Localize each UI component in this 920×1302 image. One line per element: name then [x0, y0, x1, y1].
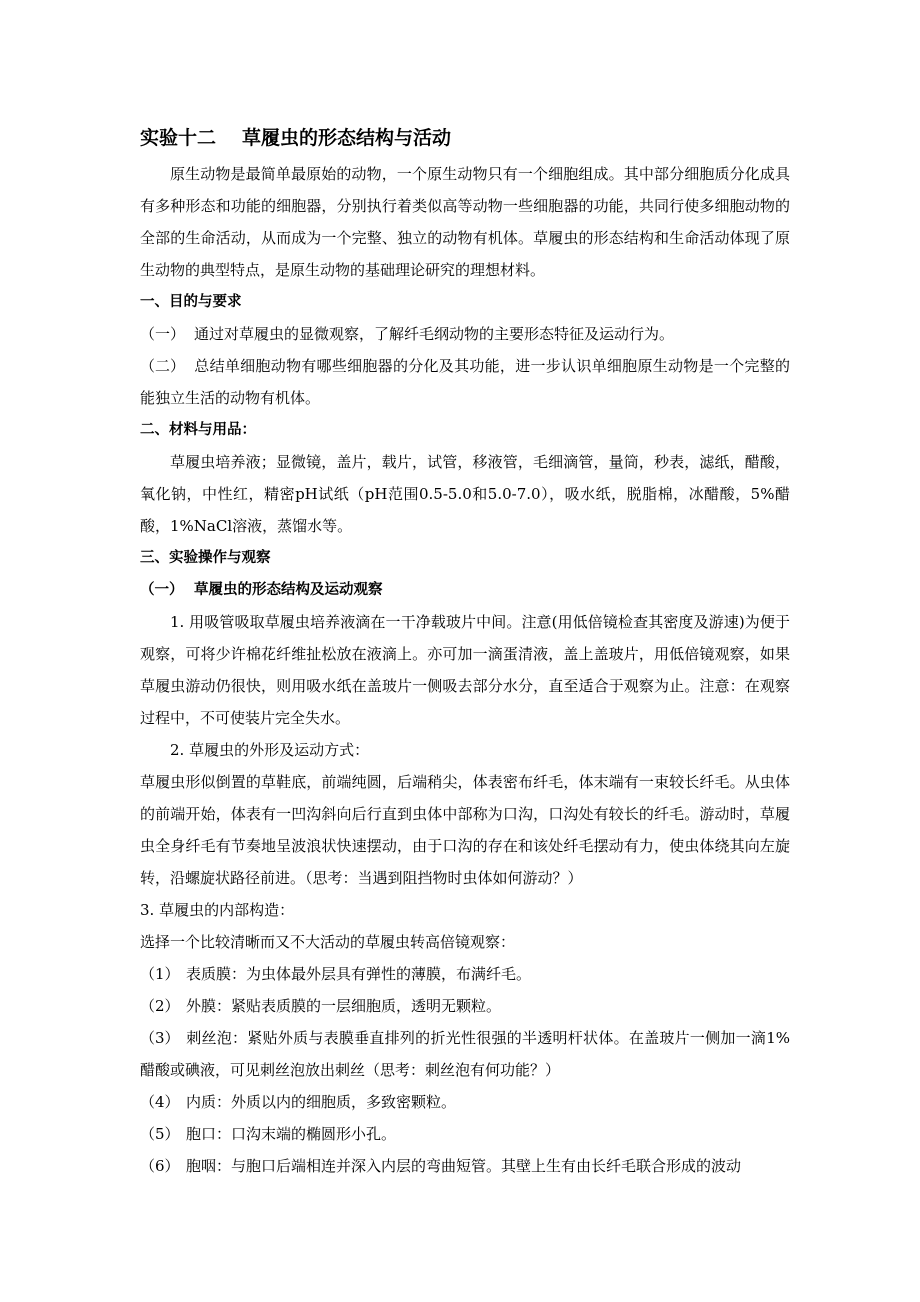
- item-text: 总结单细胞动物有哪些细胞器的分化及其功能，进一步认识单细胞原生动物是一个完整的能独立生活的动物有机体。: [140, 357, 790, 407]
- subsection-tag: （一）: [140, 582, 184, 598]
- item-tag: （1）: [140, 965, 180, 983]
- item-text: 胞口：口沟末端的椭圆形小孔。: [186, 1125, 397, 1143]
- section-heading-procedure: 三、实验操作与观察: [140, 550, 271, 566]
- item-text: 表质膜：为虫体最外层具有弹性的薄膜，布满纤毛。: [186, 965, 532, 983]
- section-heading-objectives: 一、目的与要求: [140, 294, 242, 310]
- subsection-heading: [140, 574, 790, 606]
- step-1-paragraph: 1. 用吸管吸取草履虫培养液滴在一干净载玻片中间。注意(用低倍镜检查其密度及游速)为便于观察，可将少许棉花纤维扯松放在液滴上。亦可加一滴蛋清液，盖上盖玻片，用低倍镜观察，如果草履虫游动仍很快，则用吸水纸在盖玻片一侧吸去部分水分，直至适合于观察为止。注意：在观察过程中，不可使装片完全失水。: [140, 613, 790, 727]
- structure-item: [140, 1022, 790, 1086]
- structure-item: [140, 1118, 790, 1150]
- item-text: 外膜：紧贴表质膜的一层细胞质，透明无颗粒。: [186, 997, 502, 1015]
- item-tag: （5）: [140, 1125, 180, 1143]
- item-tag: （2）: [140, 997, 180, 1015]
- document-page: [140, 118, 790, 1182]
- item-tag: （二）: [140, 357, 186, 375]
- item-text: 刺丝泡：紧贴外质与表膜垂直排列的折光性很强的半透明杆状体。在盖玻片一侧加一滴1%醋酸或碘液，可见刺丝泡放出刺丝（思考：刺丝泡有何功能？）: [140, 1029, 790, 1079]
- experiment-title: 草履虫的形态结构与活动: [242, 127, 452, 149]
- experiment-number: 实验十二: [140, 127, 217, 149]
- item-text: 胞咽：与胞口后端相连并深入内层的弯曲短管。其壁上生有由长纤毛联合形成的波动: [186, 1157, 742, 1175]
- subsection-title: 草履虫的形态结构及运动观察: [194, 582, 383, 598]
- step-2-title: 2. 草履虫的外形及运动方式：: [170, 741, 370, 759]
- page-title: [140, 118, 790, 158]
- structure-item: [140, 1150, 790, 1182]
- step-3-title: 3. 草履虫的内部构造：: [140, 901, 295, 919]
- item-tag: （3）: [140, 1029, 180, 1047]
- step-3-intro: 选择一个比较清晰而又不大活动的草履虫转高倍镜观察：: [140, 933, 516, 951]
- step-2-paragraph: 草履虫形似倒置的草鞋底，前端纯圆，后端稍尖，体表密布纤毛，体末端有一束较长纤毛。从虫体的前端开始，体表有一凹沟斜向后行直到虫体中部称为口沟，口沟处有较长的纤毛。游动时，草履虫全身纤毛有节奏地呈波浪状快速摆动，由于口沟的存在和该处纤毛摆动有力，使虫体绕其向左旋转，沿螺旋状路径前进。（思考：当遇到阻挡物时虫体如何游动？）: [140, 773, 790, 887]
- structure-item: [140, 958, 790, 990]
- item-text: 内质：外质以内的细胞质，多致密颗粒。: [186, 1093, 457, 1111]
- objective-item: [140, 318, 790, 350]
- structure-item: [140, 990, 790, 1022]
- materials-paragraph: 草履虫培养液；显微镜，盖片，载片，试管，移液管，毛细滴管，量筒，秒表，滤纸，醋酸，氧化钠，中性红，精密pH试纸（pH范围0.5-5.0和5.0-7.0），吸水纸，脱脂棉，冰醋酸，5%醋酸，1%NaCl溶液，蒸馏水等。: [140, 453, 790, 535]
- objective-item: [140, 350, 790, 414]
- structure-item: [140, 1086, 790, 1118]
- section-heading-materials: 二、材料与用品：: [140, 422, 256, 438]
- intro-paragraph: 原生动物是最简单最原始的动物，一个原生动物只有一个细胞组成。其中部分细胞质分化成具有多种形态和功能的细胞器，分别执行着类似高等动物一些细胞器的功能，共同行使多细胞动物的全部的生命活动，从而成为一个完整、独立的动物有机体。草履虫的形态结构和生命活动体现了原生动物的典型特点，是原生动物的基础理论研究的理想材料。: [140, 165, 790, 279]
- item-tag: （4）: [140, 1093, 180, 1111]
- item-text: 通过对草履虫的显微观察，了解纤毛纲动物的主要形态特征及运动行为。: [194, 325, 675, 343]
- item-tag: （6）: [140, 1157, 180, 1175]
- item-tag: （一）: [140, 325, 186, 343]
